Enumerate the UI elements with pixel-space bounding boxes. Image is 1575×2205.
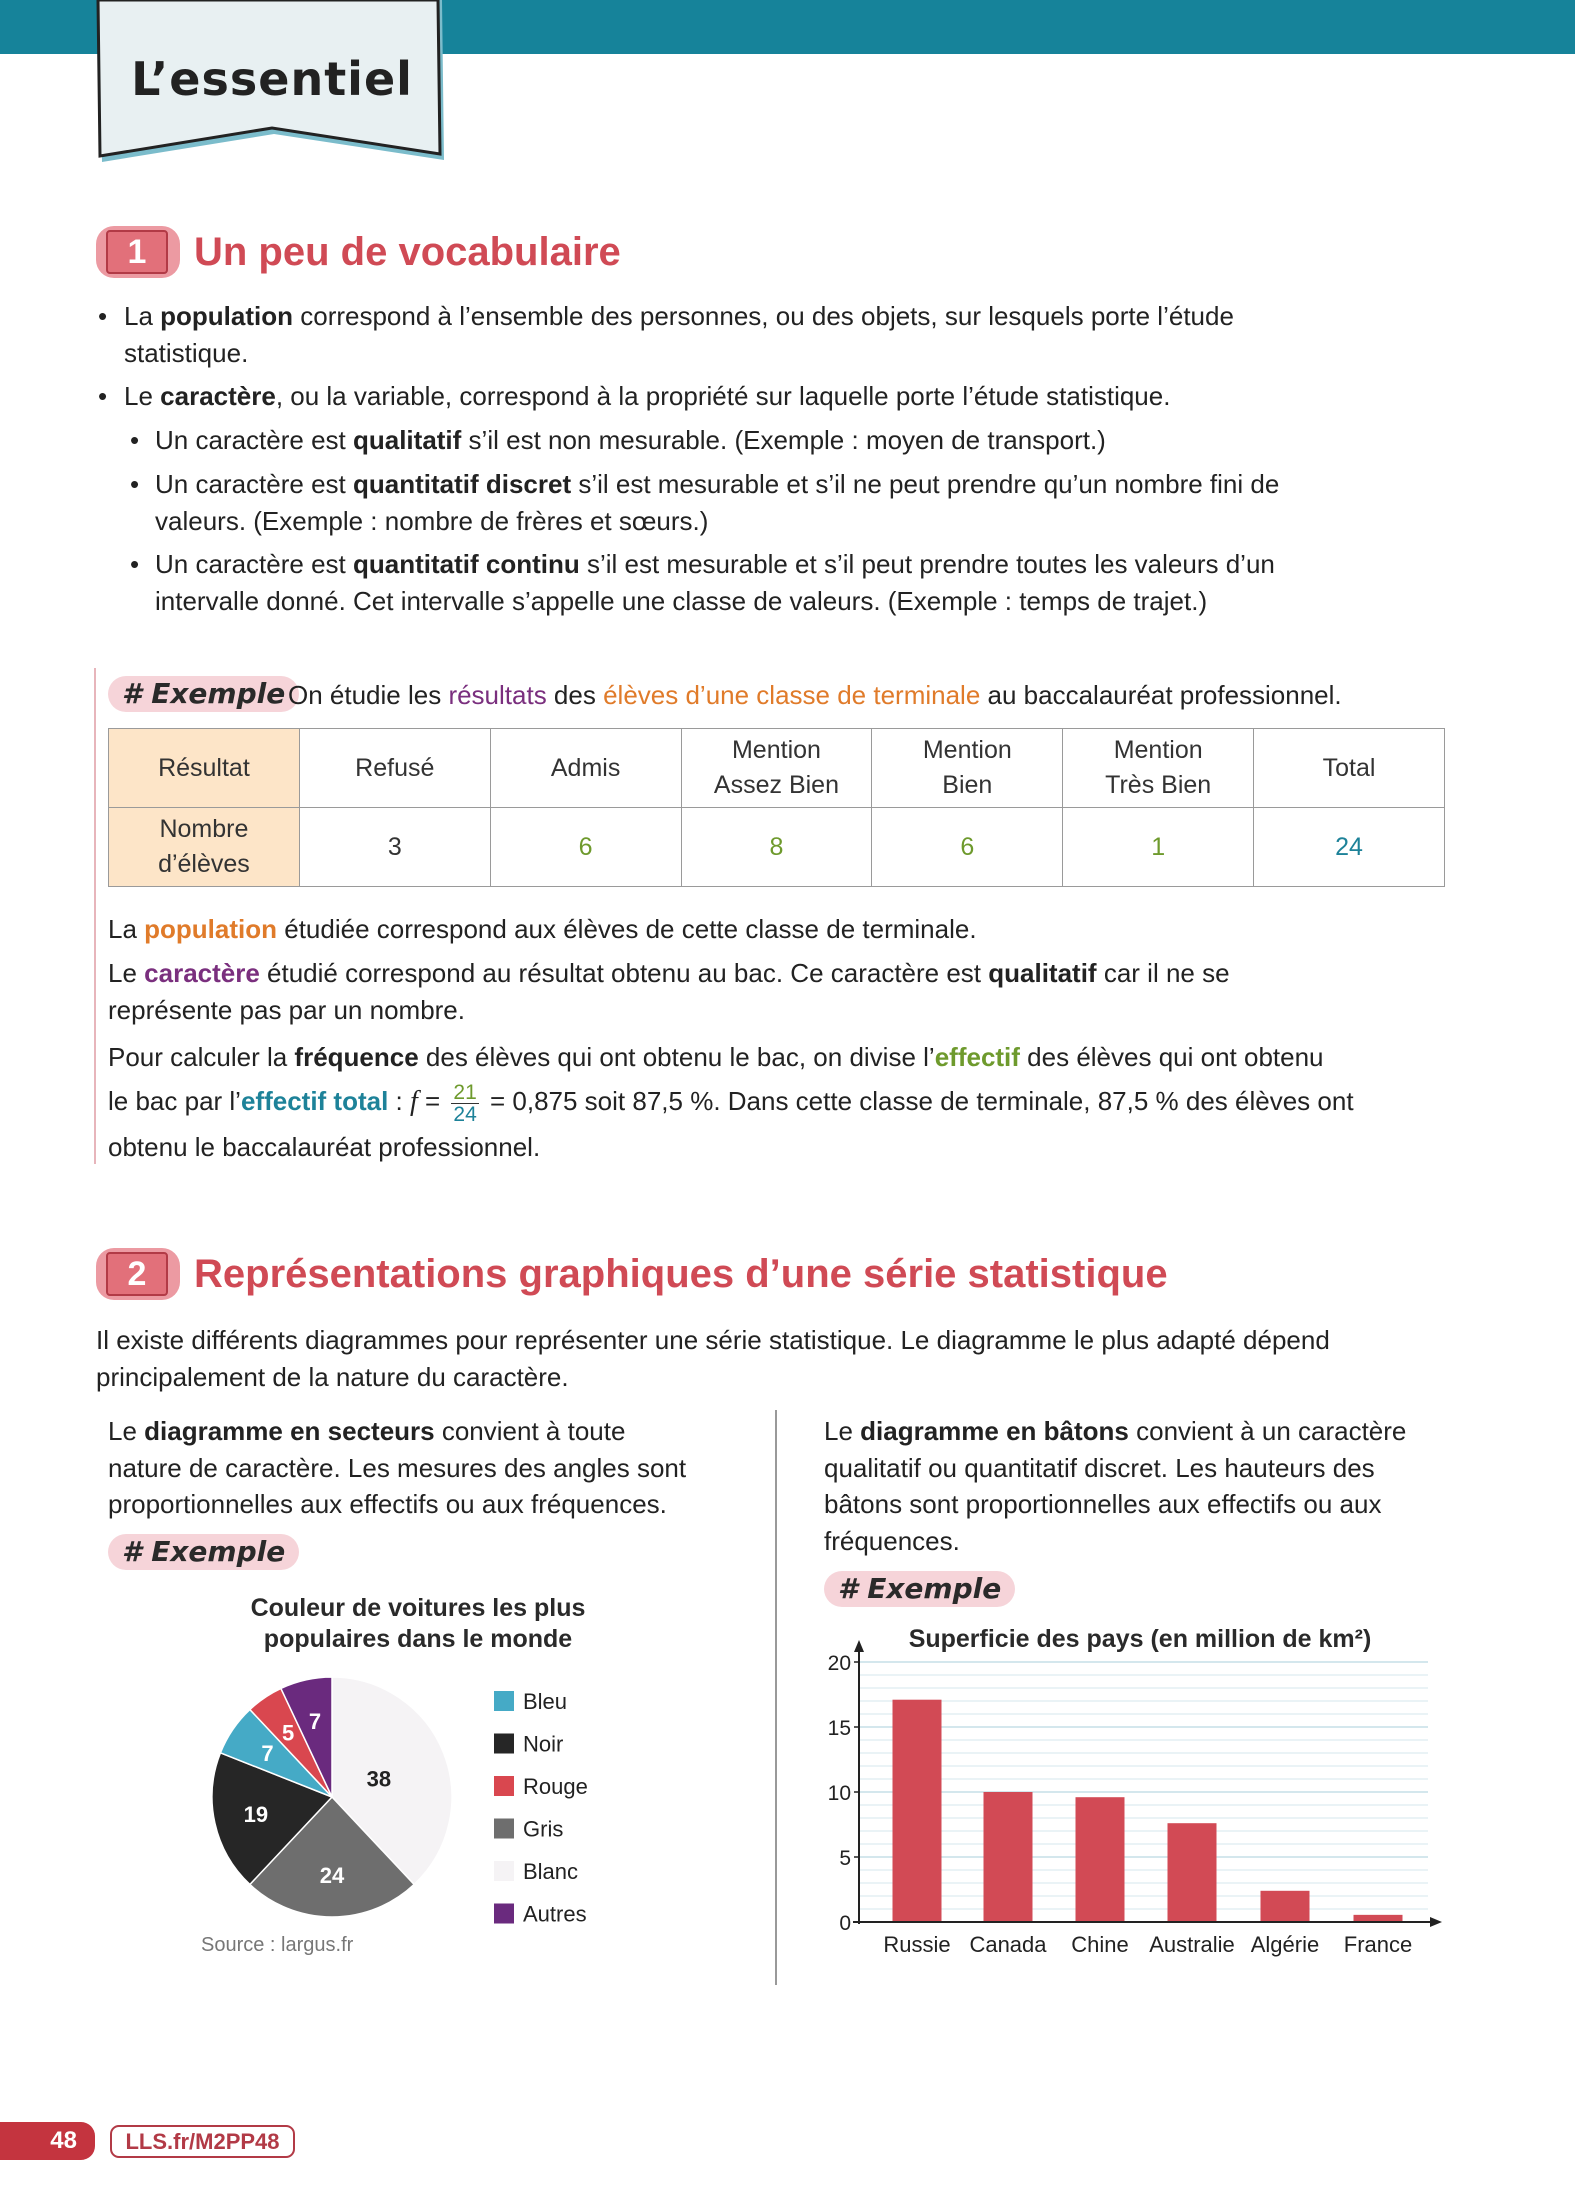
text-line (824, 1486, 1406, 1523)
legend-swatch (494, 1734, 514, 1754)
bar-title: Superficie des pays (en million de km²) (908, 1625, 1372, 1653)
highlight-term: résultats (448, 680, 547, 710)
text-segment: = 0,875 soit 87,5 %. Dans cette classe de terminale, 87,5 % des élèves ont (482, 1086, 1354, 1116)
text-line (155, 583, 1275, 620)
highlight-term: effectif total (240, 1086, 389, 1116)
legend-label: Blanc (523, 1859, 579, 1884)
section-title: Un peu de vocabulaire (194, 229, 621, 274)
subbullet-continu (155, 546, 1275, 619)
text-segment: des élèves qui ont obtenu le bac, on divise l’ (418, 1042, 935, 1072)
x-tick-label: Algérie (1250, 1932, 1320, 1957)
legend-swatch (494, 1776, 514, 1796)
text-segment: le bac par l’ (108, 1086, 241, 1116)
legend-label: Noir (523, 1731, 564, 1757)
pie-source: Source : largus.fr (201, 1934, 354, 1956)
text-line (824, 1413, 1406, 1450)
fraction (451, 1082, 478, 1125)
table-cell: 8 (681, 808, 872, 887)
section-number-badge (96, 226, 180, 278)
bar-algérie (1261, 1891, 1310, 1922)
text-segment: Un caractère est (155, 425, 353, 455)
y-tick-label: 5 (839, 1847, 851, 1870)
text-segment: qualitatif ou quantitatif discret. Les hauteurs des (824, 1452, 1375, 1483)
subbullet-qualitatif (155, 422, 1106, 459)
text-line (108, 992, 1230, 1029)
section-2-heading (96, 1248, 1168, 1300)
bar-russie (893, 1700, 942, 1922)
table-header-cell: Refusé (299, 729, 490, 808)
x-tick-label: Australie (1149, 1932, 1235, 1957)
bullet-caractere (124, 378, 1170, 415)
text-segment: Le (824, 1416, 861, 1446)
text-segment: Le (124, 381, 161, 411)
pie-title-line: Couleur de voitures les plus (250, 1594, 586, 1622)
highlight-term: caractère (160, 381, 276, 411)
y-tick-label: 15 (827, 1717, 851, 1740)
text-segment: Un caractère est (155, 549, 353, 579)
x-tick-label: France (1343, 1932, 1413, 1957)
text-segment: intervalle donné. Cet intervalle s’appelle une classe de valeurs. (Exemple : temps de trajet.) (155, 585, 1208, 616)
text-line (108, 955, 1230, 992)
x-tick-label: Russie (883, 1932, 951, 1957)
bullet-marker: • (130, 469, 140, 499)
text-segment: étudié correspond au résultat obtenu au bac. Ce caractère est (259, 958, 989, 988)
highlight-term: qualitatif (352, 425, 462, 455)
y-tick-label: 0 (839, 1912, 851, 1935)
legend-label: Bleu (523, 1689, 568, 1714)
text-segment: s’il est non mesurable. (Exemple : moyen de transport.) (461, 425, 1106, 455)
highlight-term: quantitatif continu (352, 549, 580, 579)
highlight-term: caractère (144, 958, 260, 988)
text-segment: des élèves qui ont obtenu (1019, 1042, 1324, 1072)
section-number: 1 (106, 230, 168, 274)
text-segment: principalement de la nature du caractère. (96, 1361, 569, 1392)
page-number: 48 (0, 2122, 95, 2160)
table-cell: 6 (872, 808, 1063, 887)
text-segment: Un caractère est (155, 469, 353, 499)
section-2-intro (96, 1322, 1330, 1395)
x-axis-arrow-icon (1430, 1917, 1442, 1927)
text-segment: : (388, 1086, 410, 1116)
bar-france (1354, 1915, 1403, 1922)
text-line (96, 1322, 1330, 1359)
text-segment: nature de caractère. Les mesures des angles sont (108, 1452, 687, 1483)
text-segment: fréquences. (824, 1525, 960, 1556)
bar-chine (1076, 1797, 1125, 1922)
text-line (108, 911, 977, 948)
legend-swatch (494, 1819, 514, 1839)
table-header-cell: Résultat (109, 729, 300, 808)
column-divider (775, 1410, 777, 1985)
table-header-cell: Total (1254, 729, 1445, 808)
text-line (124, 298, 1234, 335)
text-line (108, 1035, 1354, 1079)
text-segment: convient à un caractère (1128, 1416, 1407, 1446)
pie-title-line: populaires dans le monde (263, 1625, 573, 1653)
bar-description (824, 1413, 1406, 1559)
table-header-cell: Mention Bien (872, 729, 1063, 808)
section-title: Représentations graphiques d’une série statistique (194, 1251, 1168, 1296)
text-segment: convient à toute (434, 1416, 626, 1446)
text-segment: On étudie les (288, 680, 449, 710)
pie-data-label: 38 (366, 1766, 392, 1792)
table-row (109, 729, 1445, 808)
bullet-marker: • (130, 425, 140, 455)
text-line (96, 1359, 1330, 1396)
page-title: L’essentiel (131, 52, 413, 106)
bar-australie (1168, 1823, 1217, 1922)
text-line (108, 1125, 1354, 1169)
pie-data-label: 7 (261, 1741, 274, 1767)
text-line (155, 422, 1106, 459)
example-intro (288, 677, 1342, 714)
text-segment: , ou la variable, correspond à la propriété sur laquelle porte l’étude statistique. (275, 381, 1171, 411)
highlight-term: diagramme en secteurs (144, 1416, 435, 1446)
section-1-heading (96, 226, 621, 278)
legend-swatch (494, 1904, 514, 1924)
y-axis-arrow-icon (854, 1640, 864, 1652)
pie-data-label: 24 (319, 1863, 345, 1888)
bullet-marker: • (98, 301, 108, 331)
text-segment: étudiée correspond aux élèves de cette classe de terminale. (277, 914, 977, 944)
legend-label: Autres (523, 1901, 587, 1927)
example-border (94, 668, 96, 1164)
text-segment: correspond à l’ensemble des personnes, ou des objets, sur lesquels porte l’étude (293, 301, 1234, 331)
fraction-num: 21 (453, 1080, 477, 1104)
text-segment: obtenu le baccalauréat professionnel. (108, 1131, 541, 1162)
pie-data-label: 19 (243, 1802, 269, 1828)
table-header-cell: Admis (490, 729, 681, 808)
text-segment: s’il est mesurable et s’il peut prendre toutes les valeurs d’un (579, 549, 1275, 579)
text-line (108, 1486, 686, 1523)
table-header-cell: Mention Assez Bien (681, 729, 872, 808)
bullet-marker: • (130, 549, 140, 579)
table-header-cell: Mention Très Bien (1063, 729, 1254, 808)
text-line (155, 546, 1275, 583)
resource-link[interactable]: LLS.fr/M2PP48 (110, 2125, 295, 2158)
highlight-term: élèves d’une classe de terminale (603, 680, 981, 710)
legend-swatch (494, 1691, 514, 1711)
example-paragraph-population (108, 911, 977, 948)
text-segment: = (417, 1086, 448, 1116)
text-segment: valeurs. (Exemple : nombre de frères et sœurs.) (155, 505, 709, 536)
legend-label: Gris (523, 1816, 564, 1842)
text-line (288, 677, 1342, 714)
bullet-marker: • (98, 381, 108, 411)
table-cell: 3 (299, 808, 490, 887)
text-line (124, 378, 1170, 415)
table-row (109, 808, 1445, 887)
section-number-badge (96, 1248, 180, 1300)
text-line (124, 335, 1234, 372)
legend-label: Rouge (523, 1774, 588, 1799)
example-label: # Exemple (108, 676, 299, 712)
x-tick-label: Chine (1071, 1932, 1129, 1957)
text-segment: Pour calculer la (108, 1042, 295, 1072)
table-cell: 6 (490, 808, 681, 887)
text-line (155, 466, 1279, 503)
y-tick-label: 20 (827, 1652, 851, 1675)
text-line (824, 1523, 1406, 1560)
highlight-term: population (144, 914, 278, 944)
bullet-population (124, 298, 1234, 371)
y-tick-label: 10 (827, 1782, 851, 1805)
text-line (108, 1079, 1354, 1125)
text-segment: Le (108, 1416, 145, 1446)
text-segment: statistique. (124, 337, 249, 368)
text-segment: au baccalauréat professionnel. (980, 680, 1342, 710)
highlight-term: qualitatif (988, 958, 1097, 988)
legend-swatch (494, 1861, 514, 1881)
text-segment: car il ne se (1096, 958, 1230, 988)
highlight-term: effectif (934, 1042, 1020, 1072)
pie-data-label: 5 (282, 1720, 295, 1746)
subbullet-discret (155, 466, 1279, 539)
x-tick-label: Canada (969, 1932, 1047, 1957)
text-segment: proportionnelles aux effectifs ou aux fréquences. (108, 1489, 667, 1519)
example-label: # Exemple (108, 1534, 299, 1570)
text-line (155, 503, 1279, 540)
text-line (108, 1450, 686, 1487)
pie-chart (180, 1580, 630, 1980)
text-segment: Il existe différents diagrammes pour représenter une série statistique. Le diagramme le plus adapté dépend (96, 1325, 1330, 1355)
text-segment: La (108, 914, 145, 944)
text-segment: s’il est mesurable et s’il ne peut prendre qu’un nombre fini de (571, 469, 1280, 499)
highlight-term: population (160, 301, 294, 331)
pie-data-label: 7 (308, 1708, 322, 1734)
text-line (108, 1413, 686, 1450)
example-paragraph-frequence (108, 1035, 1354, 1169)
section-number: 2 (106, 1252, 168, 1296)
bar-chart (800, 1600, 1500, 1980)
table-cell: 1 (1063, 808, 1254, 887)
highlight-term: quantitatif discret (352, 469, 572, 499)
text-segment: représente pas par un nombre. (108, 994, 465, 1025)
example-paragraph-caractere (108, 955, 1230, 1028)
text-segment: des (546, 680, 604, 710)
text-line (824, 1450, 1406, 1487)
pie-description (108, 1413, 686, 1523)
text-segment: bâtons sont proportionnelles aux effectifs ou aux (824, 1489, 1382, 1519)
results-table (108, 728, 1445, 887)
highlight-term: diagramme en bâtons (860, 1416, 1129, 1446)
table-cell: 24 (1254, 808, 1445, 887)
highlight-term: f (409, 1086, 418, 1117)
highlight-term: fréquence (294, 1042, 419, 1072)
example-label: # Exemple (824, 1571, 1015, 1607)
bar-canada (984, 1792, 1033, 1922)
table-cell: Nombre d’élèves (109, 808, 300, 887)
text-segment: La (124, 301, 161, 331)
fraction-den: 24 (453, 1102, 477, 1126)
text-segment: Le (108, 958, 145, 988)
